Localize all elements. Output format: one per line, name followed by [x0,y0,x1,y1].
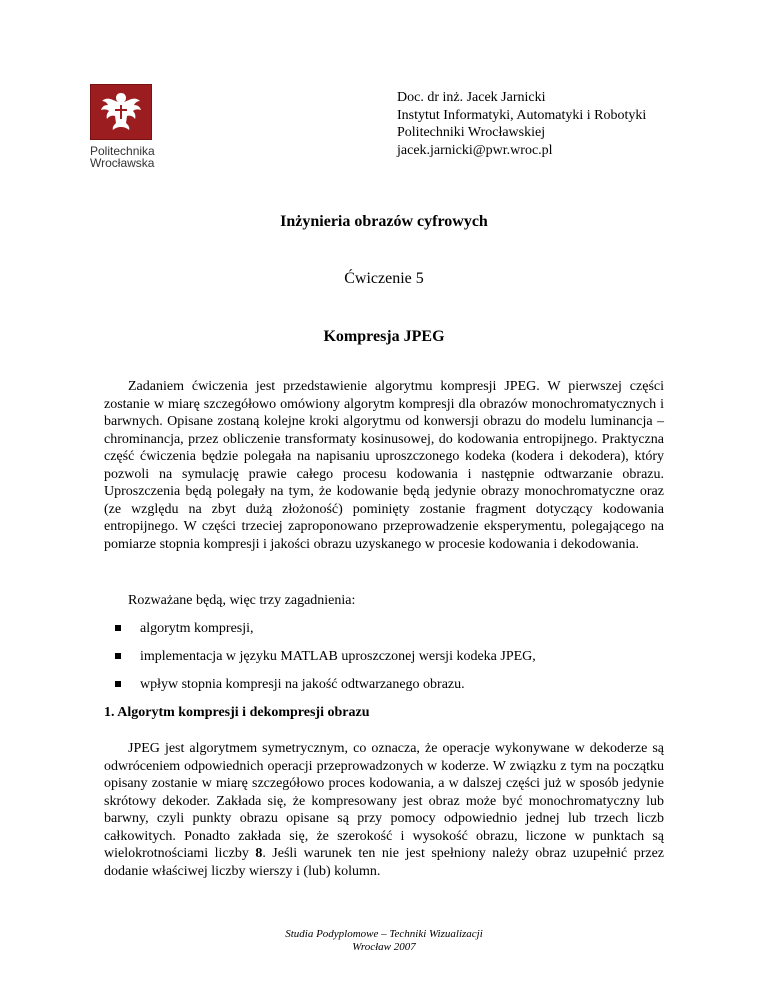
list-item-text: algorytm kompresji, [140,621,254,636]
list-item [104,648,536,676]
university-logo [90,84,155,170]
section-heading: 1. Algorytm kompresji i dekompresji obrazu [104,705,370,720]
topic-title: Kompresja JPEG [323,328,445,345]
list-item-text: wpływ stopnia kompresji na jakość odtwarzanego obrazu. [140,677,465,692]
exercise-title: Ćwiczenie 5 [344,270,424,287]
list-item [104,676,536,704]
section-paragraph [104,740,664,880]
logo-line-1: Politechnika [90,144,155,158]
footer-line-1: Studia Podyplomowe – Techniki Wizualizacji [285,928,483,940]
list-item-text: implementacja w języku MATLAB uproszczonej wersji kodeka JPEG, [140,649,536,664]
intro-paragraph: Zadaniem ćwiczenia jest przedstawienie algorytmu kompresji JPEG. W pierwszej części zostanie w miarę szczegółowo omówiony algorytm kompresji dla obrazów monochromatycznych i barwnych. Opisane zostaną kolejne kroki algorytmu od konwersji obrazu do modelu luminancja – chrominancja, przez obliczenie transformaty kosinusowej, do kodowania entropijnego. Praktyczna część ćwiczenia będzie polegała na napisaniu uproszczonego kodeka (kodera i dekodera), który pozwoli na symulację prawie całego procesu kodowania i następnie odtwarzanie obrazu. Uproszczenia będą polegały na tym, że kodowanie będą jedynie obrazy monochromatyczne oraz (ze względu na zbyt dużą złożoność) pominięty zostanie fragment dotyczący kodowania entropijnego. W części trzeciej zaproponowano przeprowadzenie eksperymentu, polegającego na pomiarze stopnia kompresji i jakości obrazu uzyskanego w procesie kodowania i dekodowania. [104,379,664,552]
author-email: jacek.jarnicki@pwr.wroc.pl [397,142,553,158]
square-bullet-icon [115,625,121,631]
section-text-part-1: JPEG jest algorytmem symetrycznym, co oznacza, że operacje wykonywane w dekoderze są odwróceniem odpowiednich operacji przeprowadzonych w koderze. W związku z tym na początku opisany zostanie w miarę szczegółowo proces kodowania, a w dalszej części już w sposób jedynie skrótowy dekoder. Zakłada się, że kompresowany jest obraz może być monochromatyczny lub barwny, czyli punkty obrazu opisane są przy pomocy odpowiednio jednej lub trzech liczb całkowitych. Ponadto zakłada się, że szerokość i wysokość obrazu, liczone w punktach są wielokrotnościami liczby [104,741,664,861]
section-bold-number: 8 [255,846,263,861]
list-intro: Rozważane będą, więc trzy zagadnienia: [128,593,356,608]
list-item [104,620,536,648]
author-university: Politechniki Wrocławskiej [397,125,546,140]
course-title: Inżynieria obrazów cyfrowych [280,213,488,230]
footer-line-2: Wrocław 2007 [352,941,416,953]
eagle-emblem-icon [90,84,152,140]
square-bullet-icon [115,653,121,659]
author-block [397,89,646,159]
square-bullet-icon [115,681,121,687]
topics-list [104,620,536,704]
section-text-part-2: . Jeśli warunek ten nie jest spełniony należy obraz uzupełnić przez dodanie właściwej liczby wierszy i (lub) kolumn. [104,846,664,879]
logo-text [90,144,155,170]
page-footer [0,928,768,954]
eagle-icon [91,85,151,139]
author-name: Doc. dr inż. Jacek Jarnicki [397,90,546,105]
author-institute: Instytut Informatyki, Automatyki i Robotyki [397,107,647,123]
logo-line-2: Wrocławska [90,156,155,170]
